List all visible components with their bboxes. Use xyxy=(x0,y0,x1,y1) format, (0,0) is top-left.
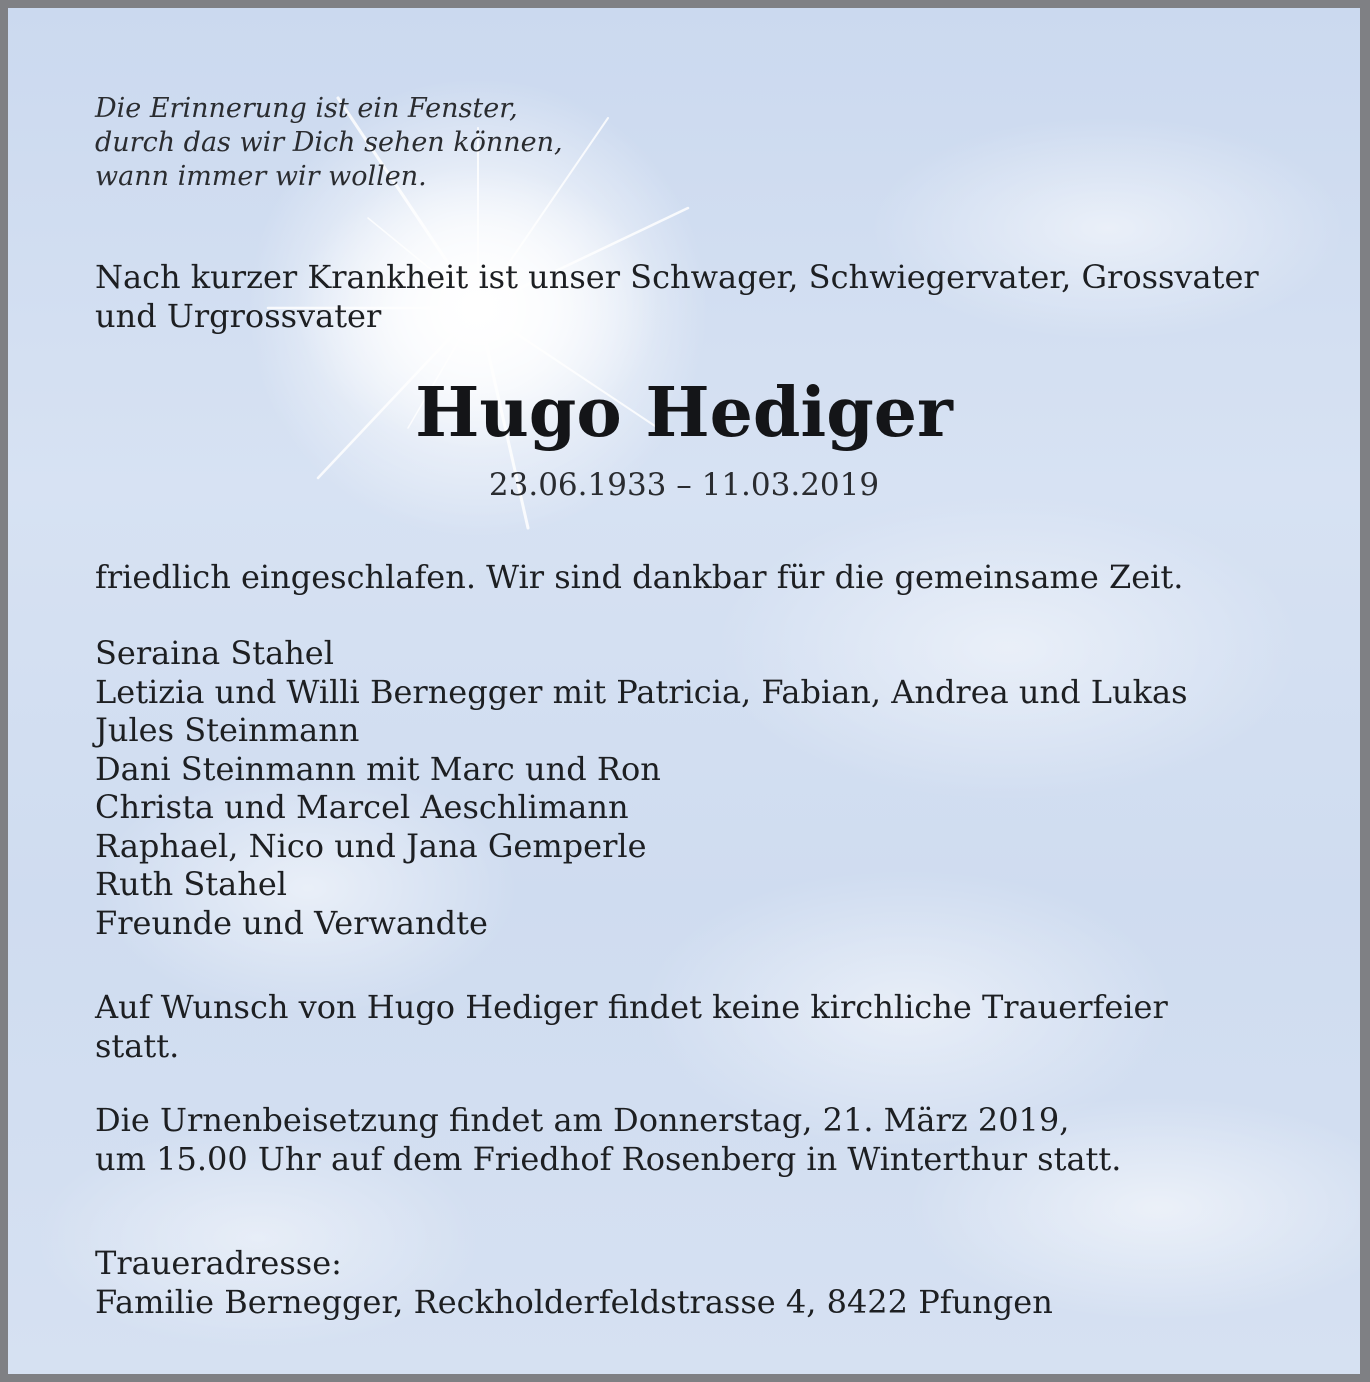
address-value: Familie Bernegger, Reckholderfeldstrasse 4, 8422 Pfungen xyxy=(95,1282,1053,1321)
burial-line: Die Urnenbeisetzung findet am Donnerstag, 21. März 2019, xyxy=(95,1101,1070,1139)
mourner-entry: Raphael, Nico und Jana Gemperle xyxy=(95,826,647,865)
deceased-name: Hugo Hediger xyxy=(415,373,953,453)
motto-line: wann immer wir wollen. xyxy=(95,161,427,192)
mourner-entry: Jules Steinmann xyxy=(95,711,360,749)
mourners-list xyxy=(95,634,1188,942)
mourner-entry: Christa und Marcel Aeschlimann xyxy=(95,788,629,826)
peaceful-line: friedlich eingeschlafen. Wir sind dankbar für die gemeinsame Zeit. xyxy=(95,558,1184,596)
motto-line: durch das wir Dich sehen können, xyxy=(95,127,563,158)
mourning-address xyxy=(95,1244,1053,1321)
burial-line: um 15.00 Uhr auf dem Friedhof Rosenberg in Winterthur statt. xyxy=(95,1139,1122,1178)
address-label: Traueradresse: xyxy=(95,1244,342,1282)
peaceful-sentence xyxy=(95,558,1183,597)
motto-quote xyxy=(95,92,563,194)
mourner-entry: Freunde und Verwandte xyxy=(95,903,488,942)
burial-notice xyxy=(95,1101,1121,1178)
ceremony-line: Auf Wunsch von Hugo Hediger findet keine kirchliche Trauerfeier xyxy=(95,988,1168,1026)
mourner-entry: Ruth Stahel xyxy=(95,865,287,903)
motto-line: Die Erinnerung ist ein Fenster, xyxy=(95,93,518,124)
mourner-entry: Letizia und Willi Bernegger mit Patricia, Fabian, Andrea und Lukas xyxy=(95,672,1188,711)
life-dates: 23.06.1933 – 11.03.2019 xyxy=(488,467,880,503)
obituary-card xyxy=(8,8,1360,1374)
mourner-entry: Dani Steinmann mit Marc und Ron xyxy=(95,749,661,788)
mourner-entry: Seraina Stahel xyxy=(95,634,334,672)
ceremony-line: statt. xyxy=(95,1026,180,1065)
intro-line: Nach kurzer Krankheit ist unser Schwager, Schwiegervater, Grossvater xyxy=(95,258,1259,296)
intro-line: und Urgrossvater xyxy=(95,296,382,335)
ceremony-notice xyxy=(95,988,1168,1065)
intro-paragraph xyxy=(95,258,1259,335)
